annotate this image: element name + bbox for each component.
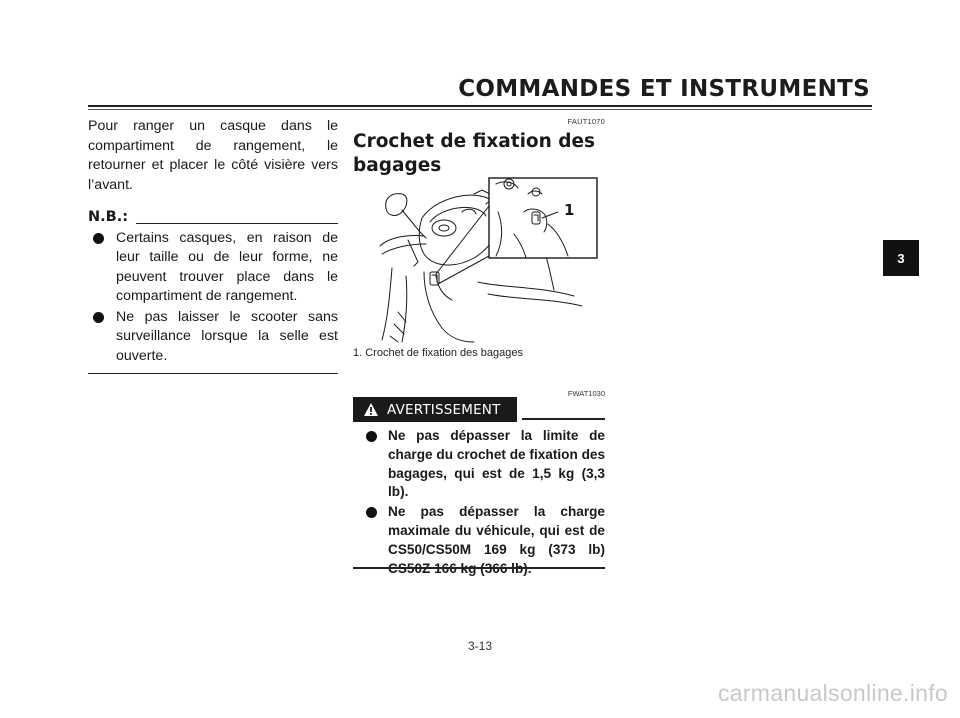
nb-bullet xyxy=(88,229,338,307)
page-number: 3-13 xyxy=(467,639,493,653)
left-column xyxy=(88,117,338,374)
bullet-dot-icon xyxy=(93,233,104,244)
section-title-line: Crochet de fixation des xyxy=(353,131,596,152)
nb-bullet-text: Certains casques, en raison de leur taille ou de leur forme, ne peuvent trouver place dans le compartiment de rangement. xyxy=(116,229,338,304)
section-header xyxy=(353,117,605,178)
warning-bullet xyxy=(356,427,605,502)
nb-bullet-text: Ne pas laisser le scooter sans surveillance lorsque la selle est ouverte. xyxy=(116,308,338,364)
warning-body xyxy=(356,426,605,578)
figure-callout-number: 1 xyxy=(564,201,575,219)
nb-rule xyxy=(136,223,338,224)
scooter-handlebar-drawing xyxy=(378,172,600,344)
section-code: FAUT1070 xyxy=(567,117,605,126)
bullet-dot-icon xyxy=(366,431,377,442)
nb-end-rule xyxy=(88,373,338,374)
warning-bullet-text: Ne pas dépasser la limite de charge du crochet de fixation des bagages, qui est de 1,5 kg (3,3 lb). xyxy=(388,428,605,500)
header-rule xyxy=(88,105,872,107)
watermark: carmanualsonline.info xyxy=(717,680,948,706)
warning-badge xyxy=(353,397,517,422)
warning-triangle-icon xyxy=(363,402,379,417)
header-rule-thin xyxy=(88,109,872,110)
luggage-hook-illustration xyxy=(378,172,600,344)
bullet-dot-icon xyxy=(366,507,377,518)
nb-label: N.B.: xyxy=(88,209,129,225)
bullet-dot-icon xyxy=(93,312,104,323)
warning-code: FWAT1030 xyxy=(567,389,605,398)
warning-label: AVERTISSEMENT xyxy=(387,401,501,418)
page-header-title: COMMANDES ET INSTRUMENTS xyxy=(458,76,870,102)
chapter-tab[interactable]: 3 xyxy=(883,240,919,276)
warning-bullet-text: Ne pas dépasser la charge maximale du véhicule, qui est de CS50/CS50M 169 kg (373 lb) xyxy=(388,504,605,557)
nb-header xyxy=(88,208,338,228)
intro-paragraph: Pour ranger un casque dans le compartiment de rangement, le retourner et placer le côté visière vers l’avant. xyxy=(88,118,338,193)
warning-bottom-rule xyxy=(353,567,605,569)
nb-bullet xyxy=(88,308,338,367)
warning-top-rule xyxy=(522,418,605,420)
section-title xyxy=(353,130,605,178)
section-title-line: bagages xyxy=(353,155,442,176)
figure-caption: 1. Crochet de fixation des bagages xyxy=(353,347,524,359)
